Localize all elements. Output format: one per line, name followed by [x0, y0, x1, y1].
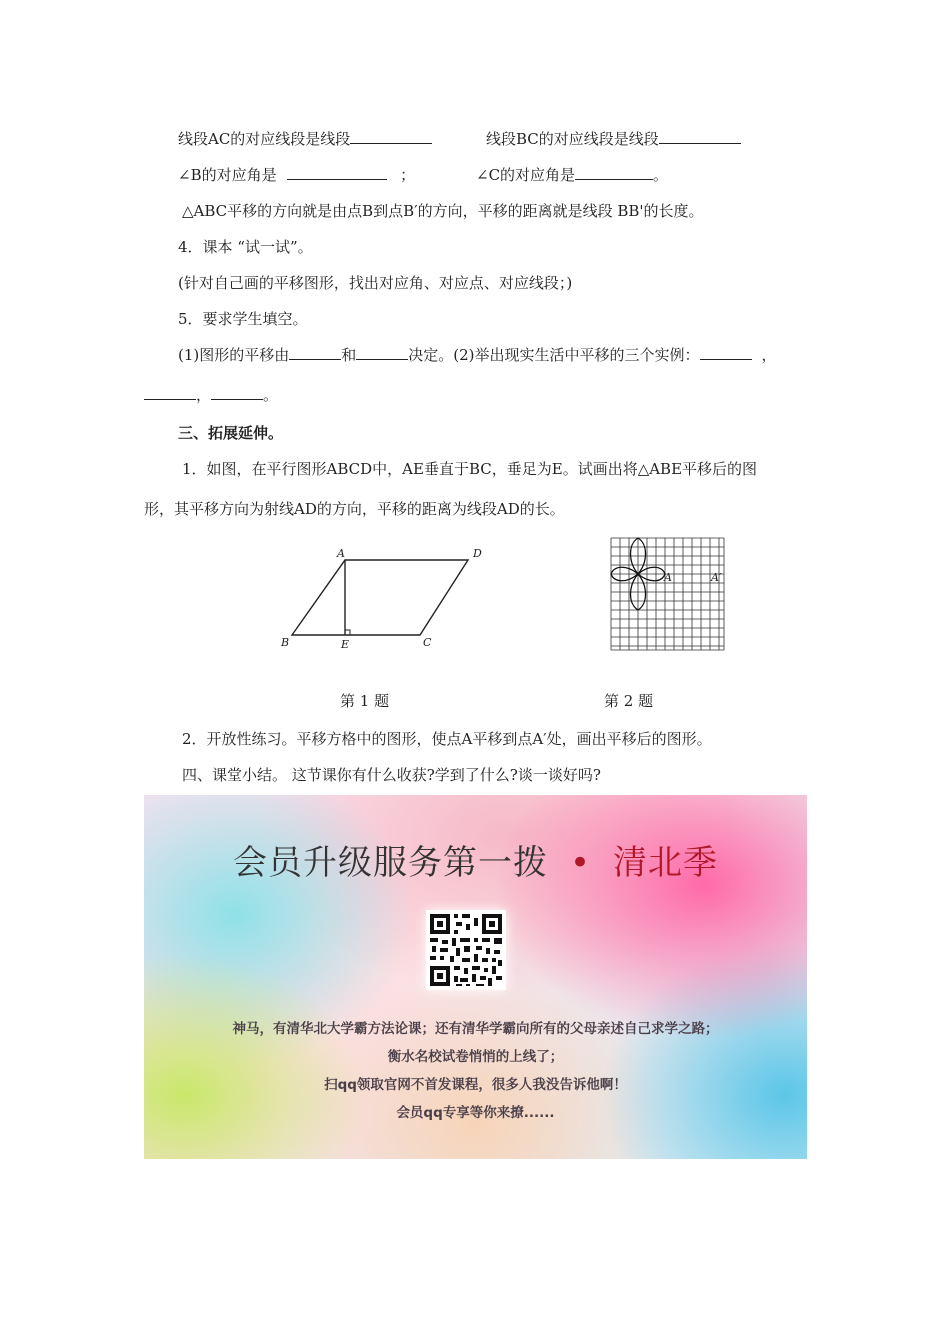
blank-example-1	[700, 345, 752, 360]
fill-line-bc	[486, 128, 741, 149]
paragraph-translation-direction: △ABC平移的方向就是由点B到点B′的方向，平移的距离就是线段 BB'的长度。	[182, 202, 704, 220]
item-4-note: (针对自己画的平移图形，找出对应角、对应点、对应线段；)	[178, 274, 573, 292]
label-b: B	[281, 636, 290, 649]
banner-title-dot: •	[569, 843, 592, 883]
blank-example-3	[211, 385, 263, 400]
blank-ac	[350, 129, 432, 144]
promo-banner[interactable]	[144, 795, 807, 1159]
fill-line-translation-factors	[178, 344, 777, 365]
blank-example-2	[144, 385, 196, 400]
text-bc-corresponding: 线段BC的对应线段是线段	[486, 130, 659, 148]
blank-factor-2	[356, 345, 408, 360]
text-comma-2: ，	[196, 386, 212, 404]
text-separator: ；	[400, 166, 416, 184]
question-1-line-2: 形，其平移方向为射线AD的方向，平移的距离为线段AD的长。	[144, 500, 565, 518]
parallelogram-abcd	[292, 560, 468, 635]
label-e: E	[341, 638, 350, 651]
text-period-2: 。	[263, 386, 279, 404]
blank-angle-c	[575, 165, 653, 180]
label-a: A	[337, 547, 345, 560]
blank-factor-1	[289, 345, 341, 360]
banner-title-accent: 清北季	[613, 843, 719, 883]
banner-text-line-4: 会员qq专享等你来撩......	[396, 1105, 555, 1121]
banner-title-main: 会员升级服务第一拨	[232, 843, 548, 883]
label-point-a: A	[664, 571, 672, 584]
section-summary: 四、课堂小结。 这节课你有什么收获?学到了什么?谈一谈好吗?	[182, 766, 601, 784]
section-heading-extension: 三、拓展延伸。	[178, 424, 284, 442]
figure-2-grid	[608, 534, 728, 656]
item-5: 5．要求学生填空。	[178, 310, 308, 328]
banner-title	[144, 835, 807, 884]
question-2: 2．开放性练习。平移方格中的图形，使点A平移到点A′处，画出平移后的图形。	[182, 730, 712, 748]
text-and: 和	[341, 346, 357, 364]
fill-line-ac	[178, 128, 432, 149]
caption-figure-1: 第 1 题	[340, 692, 390, 710]
caption-figure-2: 第 2 题	[604, 692, 654, 710]
banner-text-line-3: 扫qq领取官网不首发课程，很多人我没告诉他啊！	[324, 1077, 627, 1093]
text-decide-examples: 决定。(2)举出现实生活中平移的三个实例：	[408, 346, 700, 364]
right-angle-mark	[345, 630, 350, 635]
text-angle-b: ∠B的对应角是	[178, 166, 277, 184]
text-angle-c: ∠C的对应角是	[476, 166, 576, 184]
figure-1-parallelogram	[275, 540, 495, 655]
banner-text-line-2: 衡水名校试卷悄悄的上线了；	[387, 1049, 564, 1065]
fill-line-angle-b	[178, 164, 415, 185]
qr-code-icon[interactable]	[426, 910, 506, 990]
text-ac-corresponding: 线段AC的对应线段是线段	[178, 130, 351, 148]
text-period: 。	[653, 166, 669, 184]
label-c: C	[423, 636, 432, 649]
label-d: D	[473, 547, 482, 560]
grid-lines	[611, 538, 724, 650]
text-translation-by: (1)图形的平移由	[178, 346, 290, 364]
blank-angle-b	[287, 165, 387, 180]
fill-line-angle-c	[476, 164, 668, 185]
banner-text-line-1: 神马，有清华北大学霸方法论课；还有清华学霸向所有的父母亲述自己求学之路；	[232, 1021, 719, 1037]
label-point-a-prime: A′	[711, 571, 722, 584]
text-comma: ，	[761, 346, 777, 364]
question-1-line-1: 1．如图，在平行图形ABCD中，AE垂直于BC，垂足为E。试画出将△ABE平移后的图	[182, 460, 758, 478]
fill-line-examples	[144, 384, 278, 405]
item-4: 4．课本 “试一试”。	[178, 238, 313, 256]
blank-bc	[659, 129, 741, 144]
